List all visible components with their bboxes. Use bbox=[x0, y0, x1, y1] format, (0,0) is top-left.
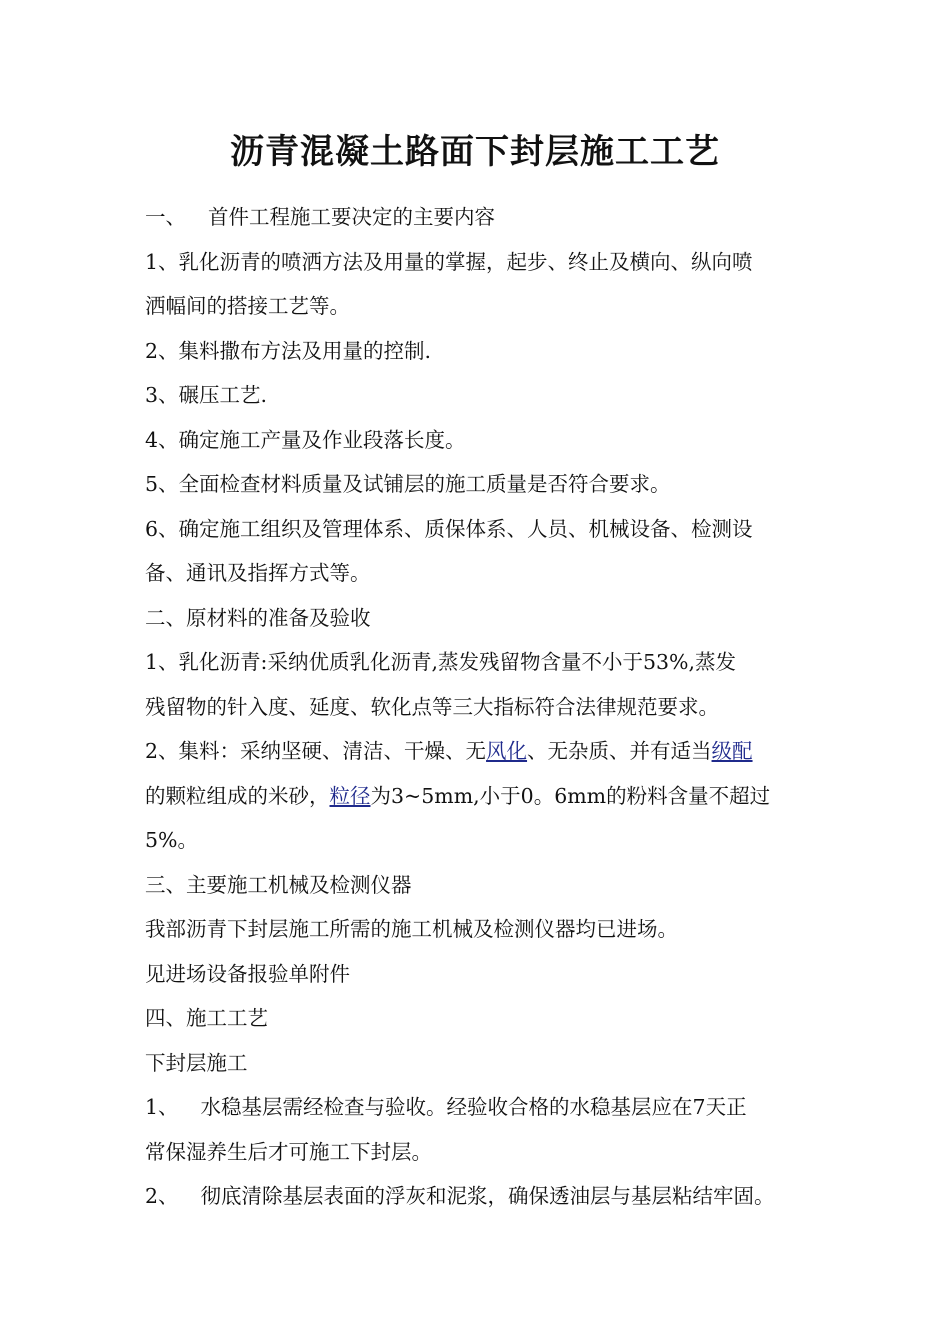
s3-line-1: 我部沥青下封层施工所需的施工机械及检测仪器均已进场。 bbox=[145, 917, 678, 941]
link-gradation[interactable]: 级配 bbox=[711, 739, 753, 763]
s3-line-2: 见进场设备报验单附件 bbox=[145, 961, 350, 986]
link-weathering[interactable]: 风化 bbox=[486, 739, 528, 763]
s4-item-1-line-2: 常保湿养生后才可施工下封层。 bbox=[145, 1139, 432, 1164]
section-1-title: 首件工程施工要决定的主要内容 bbox=[208, 205, 495, 229]
s1-item-5: 5、全面检查材料质量及试铺层的施工质量是否符合要求。 bbox=[145, 472, 671, 496]
s1-item-4: 4、确定施工产量及作业段落长度。 bbox=[145, 427, 466, 452]
s2-item-2-text-b: 、无杂质、并有适当 bbox=[527, 739, 712, 763]
s4-item-2-line-1 bbox=[145, 1174, 815, 1219]
s4-subheading: 下封层施工 bbox=[145, 1050, 248, 1075]
s4-item-1-number: 1、 bbox=[145, 1095, 179, 1119]
s1-item-1-line-2: 洒幅间的搭接工艺等。 bbox=[145, 294, 350, 318]
section-1-number: 一、 bbox=[145, 205, 186, 229]
s4-item-2-text: 彻底清除基层表面的浮灰和泥浆，确保透油层与基层粘结牢固。 bbox=[200, 1184, 775, 1208]
s2-item-1-line-2: 残留物的针入度、延度、软化点等三大指标符合法律规范要求。 bbox=[145, 694, 719, 719]
s2-item-2-line-1 bbox=[145, 729, 815, 774]
s2-item-2-text-d: 为3~5mm,小于0。6mm的粉料含量不超过 bbox=[370, 783, 771, 808]
section-1-heading bbox=[145, 195, 815, 240]
s1-item-6-line-1: 6、确定施工组织及管理体系、质保体系、人员、机械设备、检测设 bbox=[145, 516, 753, 541]
s2-item-2-text-a: 2、集料：采纳坚硬、清洁、干燥、无 bbox=[145, 739, 487, 763]
section-2-heading: 二、原材料的准备及验收 bbox=[145, 605, 371, 630]
document-body bbox=[145, 195, 815, 1219]
s1-item-6-line-2: 备、通讯及指挥方式等。 bbox=[145, 561, 371, 585]
link-particle-size[interactable]: 粒径 bbox=[329, 783, 371, 808]
section-4-heading: 四、施工工艺 bbox=[145, 1006, 268, 1030]
s1-item-3: 3、碾压工艺. bbox=[145, 383, 268, 407]
s4-item-1-line-1 bbox=[145, 1085, 815, 1130]
s2-item-2-line-3: 5%。 bbox=[145, 828, 199, 852]
s2-item-2-line-2 bbox=[145, 774, 815, 819]
document-title: 沥青混凝土路面下封层施工工艺 bbox=[230, 132, 720, 172]
s1-item-2: 2、集料撒布方法及用量的控制. bbox=[145, 338, 432, 363]
section-3-heading: 三、主要施工机械及检测仪器 bbox=[145, 872, 412, 897]
s4-item-2-number: 2、 bbox=[145, 1184, 179, 1208]
s1-item-1-line-1: 1、乳化沥青的喷洒方法及用量的掌握，起步、终止及横向、纵向喷 bbox=[145, 249, 753, 274]
s4-item-1-text: 水稳基层需经检查与验收。经验收合格的水稳基层应在7天正 bbox=[200, 1095, 747, 1119]
s2-item-2-text-c: 的颗粒组成的米砂， bbox=[145, 783, 330, 808]
s2-item-1-line-1: 1、乳化沥青:采纳优质乳化沥青,蒸发残留物含量不小于53%,蒸发 bbox=[145, 650, 737, 674]
